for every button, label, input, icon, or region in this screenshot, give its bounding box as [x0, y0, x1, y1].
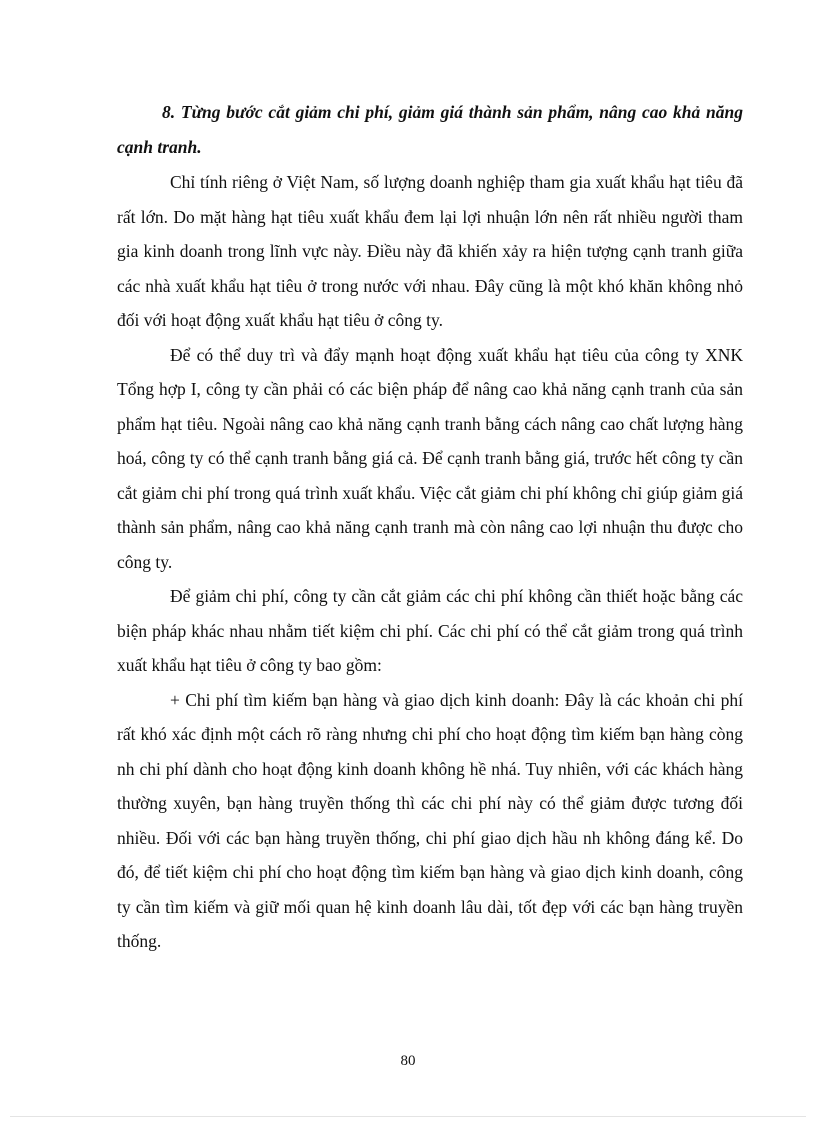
paragraph-cost-reduction-intro: Để giảm chi phí, công ty cần cắt giảm các chi phí không cần thiết hoặc bằng các biện pháp khác nhau nhằm tiết kiệm chi phí. Các chi phí có thể cắt giảm trong quá trình xuất khẩu hạt tiêu ở công ty bao gồm: [117, 586, 743, 675]
page-number: 80 [400, 1053, 416, 1069]
paragraph-competition-context: Chỉ tính riêng ở Việt Nam, số lượng doanh nghiệp tham gia xuất khẩu hạt tiêu đã rất lớn. Do mặt hàng hạt tiêu xuất khẩu đem lại lợi nhuận lớn nên rất nhiều người tham gia kinh doanh trong lĩnh vực này. Điều này đã khiến xảy ra hiện tượng cạnh tranh giữa các nhà xuất khẩu hạt tiêu ở trong nước với nhau. Đây cũng là một khó khăn không nhỏ đối với hoạt động xuất khẩu hạt tiêu ở công ty. [117, 172, 743, 330]
paragraph-price-competition: Để có thể duy trì và đẩy mạnh hoạt động xuất khẩu hạt tiêu của công ty XNK Tổng hợp I, công ty cần phải có các biện pháp để nâng cao khả năng cạnh tranh của sản phẩm hạt tiêu. Ngoài nâng cao khả năng cạnh tranh bằng cách nâng cao chất lượng hàng hoá, công ty có thể cạnh tranh bằng giá cả. Để cạnh tranh bằng giá, trước hết công ty cần cắt giảm chi phí trong quá trình xuất khẩu. Việc cắt giảm chi phí không chỉ giúp giảm giá thành sản phẩm, nâng cao khả năng cạnh tranh mà còn nâng cao lợi nhuận thu được cho công ty. [117, 344, 743, 572]
paragraph-partner-search-costs: + Chi phí tìm kiếm bạn hàng và giao dịch kinh doanh: Đây là các khoản chi phí rất khó xác định một cách rõ ràng nhưng chi phí cho hoạt động tìm kiếm bạn hàng còng nh chi phí dành cho hoạt động kinh doanh không hề nhá. Tuy nhiên, với các khách hàng thường xuyên, bạn hàng truyền thống thì các chi phí này có thể giảm được tương đối nhiều. Đối với các bạn hàng truyền thống, chi phí giao dịch hầu nh không đáng kể. Do đó, để tiết kiệm chi phí cho hoạt động tìm kiếm bạn hàng và giao dịch kinh doanh, công ty cần tìm kiếm và giữ mối quan hệ kinh doanh lâu dài, tốt đẹp với các bạn hàng truyền thống. [117, 689, 743, 951]
page-body [117, 95, 743, 959]
page-bottom-divider [10, 1116, 806, 1117]
section-heading: 8. Từng bước cắt giảm chi phí, giảm giá thành sản phẩm, nâng cao khả năng cạnh tranh. [117, 102, 743, 157]
